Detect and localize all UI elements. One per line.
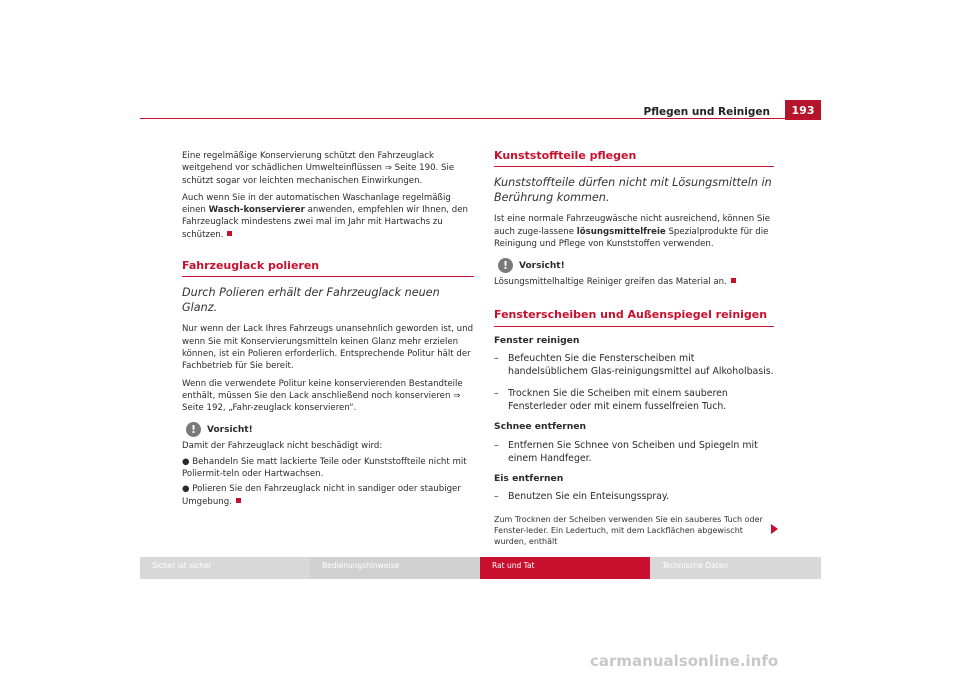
p1-pre: Ist eine normale Fahrzeugwäsche nicht ausreichend, können Sie auch zuge-lassene	[494, 214, 771, 237]
subheading-schnee: Schnee entfernen	[494, 421, 587, 433]
watermark: carmanualsonline.info	[590, 652, 779, 670]
polieren-paragraph-2: Wenn die verwendete Politur keine konservierenden Bestandteile enthält, müssen Sie den Lack anschließend noch konservieren ⇒ Seite 192, „Fahr-zeuglack konservieren“.	[182, 378, 463, 414]
list-item-text: Trocknen Sie die Scheiben mit einem sauberen Fensterleder oder mit einem fusselfreien Tuch.	[508, 387, 728, 412]
intro-paragraph-2	[182, 192, 474, 241]
end-mark-icon	[236, 498, 241, 503]
caution-heading	[182, 422, 474, 437]
footer-tab-bedienung[interactable]: Bedienungshinweise	[310, 557, 480, 579]
subheading-eis: Eis entfernen	[494, 473, 564, 485]
end-mark-icon	[227, 231, 232, 236]
end-mark-icon	[731, 278, 736, 283]
caution-title: Vorsicht!	[519, 260, 565, 271]
header-title: Pflegen und Reinigen	[643, 106, 770, 118]
list-item: – Entfernen Sie Schnee von Scheiben und Spiegeln mit einem Handfeger.	[494, 439, 774, 466]
polieren-paragraph-1: Nur wenn der Lack Ihres Fahrzeugs unansehnlich geworden ist, und wenn Sie mit Konservierungsmitteln keinen Glanz mehr erzielen können, ist ein Polieren erforderlich. Entsprechende Politur hält der Fachbetrieb für Sie bereit.	[182, 324, 474, 372]
subheading-fenster-reinigen: Fenster reinigen	[494, 334, 580, 346]
list-item: – Benutzen Sie ein Enteisungsspray.	[494, 491, 670, 503]
footer-tab-sicher[interactable]: Sicher ist sicher	[140, 557, 310, 579]
footer-tab-rat-und-tat[interactable]: Rat und Tat	[480, 557, 650, 579]
kunststoff-paragraph	[494, 213, 774, 250]
intro2-bold: Wasch-konservierer	[208, 205, 305, 216]
caution-title: Vorsicht!	[207, 424, 253, 435]
p1-post: Spezialprodukte für die Reinigung und Pflege von Kunststoffen verwenden.	[494, 226, 769, 249]
section-title-polieren: Fahrzeuglack polieren	[182, 260, 474, 277]
list-item-text: Entfernen Sie Schnee von Scheiben und Spiegeln mit einem Handfeger.	[508, 439, 758, 464]
bullet-item: ● Polieren Sie den Fahrzeuglack nicht in sandiger oder staubiger Umgebung.	[182, 484, 461, 507]
section-title-kunststoff: Kunststoffteile pflegen	[494, 150, 774, 167]
footer-tab-technische-daten[interactable]: Technische Daten	[650, 557, 821, 579]
bullet-text: Polieren Sie den Fahrzeuglack nicht in sandiger oder staubiger Umgebung.	[182, 484, 461, 507]
bullet-item: ● Behandeln Sie matt lackierte Teile oder Kunststoffteile nicht mit Poliermit-teln oder Hartwachsen.	[182, 456, 467, 480]
header-rule	[140, 118, 821, 119]
list-item: – Befeuchten Sie die Fensterscheiben mit handelsüblichem Glas-reinigungsmittel auf Alkoholbasis.	[494, 353, 774, 378]
left-column	[182, 150, 474, 511]
right-column	[494, 150, 774, 547]
warning-icon: !	[498, 258, 513, 273]
caution-text: Damit der Fahrzeuglack nicht beschädigt wird:	[182, 441, 383, 452]
list-item-text: Befeuchten Sie die Fensterscheiben mit handelsüblichem Glas-reinigungsmittel auf Alkoholbasis.	[508, 353, 774, 378]
section-lead-kunststoff: Kunststoffteile dürfen nicht mit Lösungsmitteln in Berührung kommen.	[494, 176, 772, 205]
intro2-post: anwenden, empfehlen wir Ihnen, den Fahrzeuglack mindestens zwei mal im Jahr mit Hartwachs zu schützen.	[182, 205, 468, 240]
bullet-text: Behandeln Sie matt lackierte Teile oder Kunststoffteile nicht mit Poliermit-teln oder Hartwachsen.	[182, 456, 467, 480]
section-title-fenster: Fensterscheiben und Außenspiegel reinigen	[494, 309, 774, 326]
intro-paragraph-1: Eine regelmäßige Konservierung schützt den Fahrzeuglack weitgehend vor schädlichen Umwelteinflüssen ⇒ Seite 190. Sie schützt sogar vor leichten mechanischen Einwirkungen.	[182, 151, 455, 186]
caution-text	[494, 276, 774, 288]
caution-heading	[494, 258, 774, 273]
page-number: 193	[785, 100, 821, 120]
list-item-text: Benutzen Sie ein Enteisungsspray.	[508, 491, 670, 503]
note-text: Zum Trocknen der Scheiben verwenden Sie ein sauberes Tuch oder Fenster-leder. Ein Ledertuch, mit dem Lackflächen abgewischt wurden, enthält	[494, 514, 763, 546]
caution-text-content: Lösungsmittelhaltige Reiniger greifen das Material an.	[494, 277, 727, 288]
section-lead-polieren: Durch Polieren erhält der Fahrzeuglack neuen Glanz.	[182, 286, 440, 315]
warning-icon: !	[186, 422, 201, 437]
continue-arrow-icon[interactable]	[771, 524, 778, 534]
intro2-pre: Auch wenn Sie in der automatischen Waschanlage regelmäßig einen	[182, 192, 451, 216]
p1-bold: lösungsmittelfreie	[576, 226, 666, 237]
list-item: – Trocknen Sie die Scheiben mit einem sauberen Fensterleder oder mit einem fusselfreien Tuch.	[494, 387, 774, 414]
